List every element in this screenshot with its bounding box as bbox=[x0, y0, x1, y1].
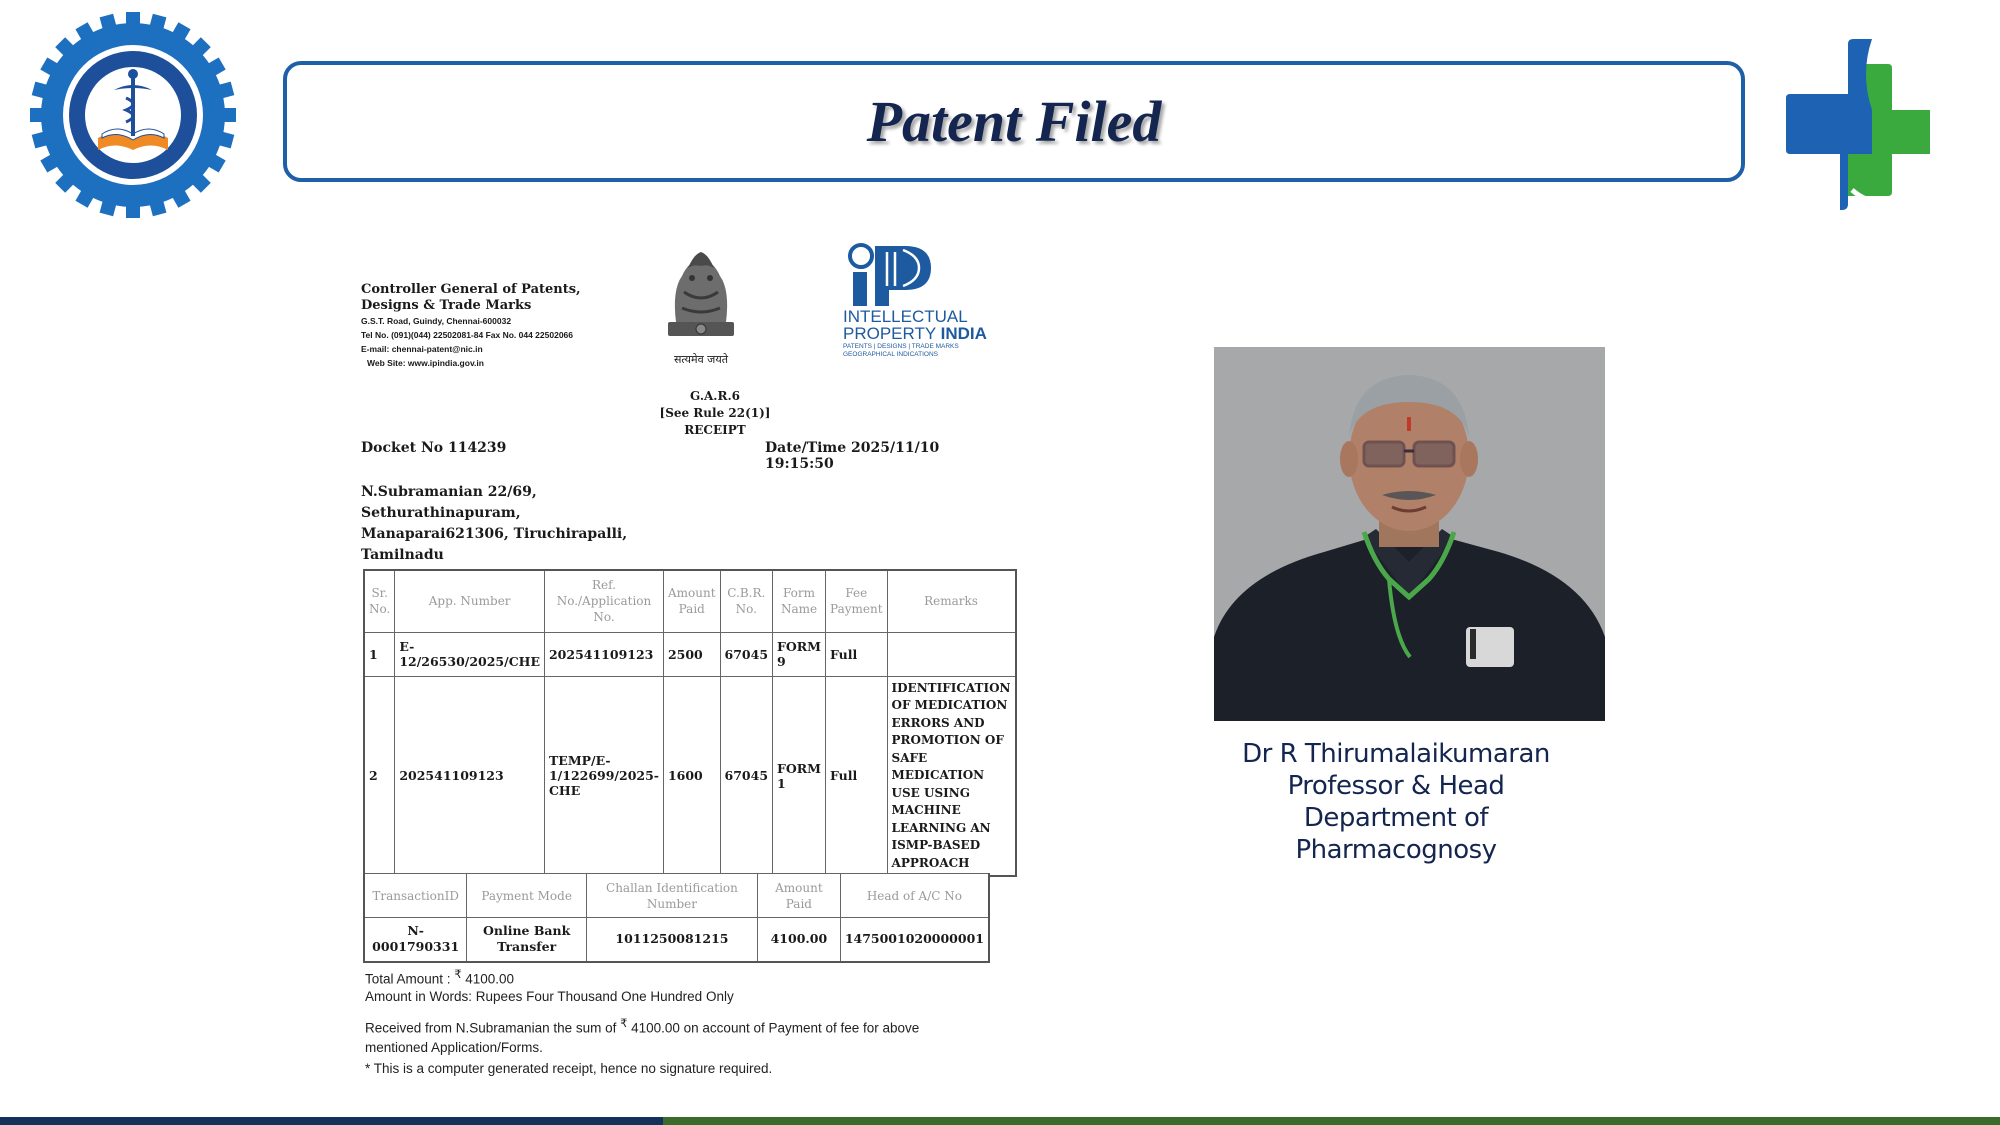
cell-remarks bbox=[887, 632, 1015, 676]
ip-logo-line1: INTELLECTUAL bbox=[843, 307, 968, 326]
received-statement bbox=[365, 1015, 985, 1057]
cell-amount: 1600 bbox=[663, 676, 720, 876]
docket-number: Docket No 114239 bbox=[361, 440, 507, 456]
table-row bbox=[364, 676, 1016, 876]
table-header-row bbox=[364, 570, 1016, 632]
rupee-icon: ₹ bbox=[454, 969, 462, 981]
cell-form: FORM 1 bbox=[773, 676, 826, 876]
national-emblem-icon bbox=[658, 242, 744, 350]
receipt-form-heading bbox=[655, 388, 775, 439]
applicant-line-3: Manaparai621306, Tiruchirapalli, bbox=[361, 526, 628, 542]
col-header-form: Form Name bbox=[773, 570, 826, 632]
received-suffix: on account of Payment of fee for above mentioned Application/Forms. bbox=[365, 1020, 920, 1055]
rupee-icon: ₹ bbox=[620, 1018, 628, 1030]
ip-monogram-icon bbox=[843, 242, 933, 306]
cell-amount: 2500 bbox=[663, 632, 720, 676]
emblem-motto: सत्यमेव जयते bbox=[673, 353, 728, 366]
applicant-address bbox=[361, 482, 641, 566]
table-row bbox=[364, 918, 989, 962]
col-header-transaction-id: TransactionID bbox=[364, 874, 467, 918]
total-value: 4100.00 bbox=[465, 971, 515, 987]
ip-logo-property: PROPERTY bbox=[843, 324, 941, 343]
col-header-amount: Amount Paid bbox=[663, 570, 720, 632]
form-rule: [See Rule 22(1)] bbox=[659, 406, 771, 420]
cell-app-number: E-12/26530/2025/CHE bbox=[395, 632, 545, 676]
application-fee-table bbox=[363, 569, 1017, 877]
applicant-line-2: Sethurathinapuram, bbox=[361, 505, 521, 521]
slide-title: Patent Filed bbox=[866, 89, 1162, 154]
cell-payment-mode: Online Bank Transfer bbox=[467, 918, 587, 962]
col-header-fee: Fee Payment bbox=[826, 570, 888, 632]
issuer-tel: Tel No. (091)(044) 22502081-84 Fax No. 044 22502066 bbox=[361, 330, 574, 340]
cell-cbr: 67045 bbox=[720, 632, 773, 676]
cell-remarks: IDENTIFICATION OF MEDICATION ERRORS AND PROMOTION OF SAFE MEDICATION USE USING MACHINE LEARNING AN ISMP-BASED APPROACH bbox=[887, 676, 1015, 876]
cell-sr: 1 bbox=[364, 632, 395, 676]
col-header-remarks: Remarks bbox=[887, 570, 1015, 632]
cell-form: FORM 9 bbox=[773, 632, 826, 676]
form-code: G.A.R.6 bbox=[690, 389, 740, 403]
cell-ref-number: 202541109123 bbox=[544, 632, 663, 676]
total-amount bbox=[365, 966, 514, 989]
receipt-footnote: * This is a computer generated receipt, hence no signature required. bbox=[365, 1061, 773, 1076]
received-amount: 4100.00 bbox=[631, 1020, 680, 1036]
cell-head-ac: 1475001020000001 bbox=[840, 918, 989, 962]
cell-transaction-id: N-0001790331 bbox=[364, 918, 467, 962]
intellectual-property-india-logo bbox=[843, 242, 988, 358]
person-name: Dr R Thirumalaikumaran bbox=[1242, 739, 1550, 769]
issuer-name: Controller General of Patents, Designs & Trade Marks bbox=[361, 282, 581, 313]
col-header-sr: Sr. No. bbox=[364, 570, 395, 632]
medical-cross-logo-icon bbox=[1780, 14, 1960, 219]
ip-logo-line2 bbox=[843, 325, 987, 342]
cell-app-number: 202541109123 bbox=[395, 676, 545, 876]
cell-sr: 2 bbox=[364, 676, 395, 876]
col-header-head-ac: Head of A/C No bbox=[840, 874, 989, 918]
ip-logo-line4: GEOGRAPHICAL INDICATIONS bbox=[843, 351, 938, 358]
ip-logo-india: INDIA bbox=[940, 324, 987, 343]
amount-in-words: Amount in Words: Rupees Four Thousand One Hundred Only bbox=[365, 989, 734, 1004]
issuer-email: E-mail: chennai-patent@nic.in bbox=[361, 344, 483, 354]
payment-details-table bbox=[363, 873, 990, 963]
cell-challan: 1011250081215 bbox=[586, 918, 757, 962]
ip-logo-line3: PATENTS | DESIGNS | TRADE MARKS bbox=[843, 343, 959, 350]
col-header-ref-number: Ref. No./Application No. bbox=[544, 570, 663, 632]
slide-title-box bbox=[283, 61, 1745, 182]
cell-fee: Full bbox=[826, 676, 888, 876]
footer-bar-navy bbox=[0, 1117, 663, 1125]
issuer-website: Web Site: www.ipindia.gov.in bbox=[367, 358, 484, 368]
issuer-address: G.S.T. Road, Guindy, Chennai-600032 bbox=[361, 316, 512, 326]
portrait-illustration-icon bbox=[1214, 347, 1605, 721]
col-header-cbr: C.B.R. No. bbox=[720, 570, 773, 632]
cell-ref-number: TEMP/E-1/122699/2025-CHE bbox=[544, 676, 663, 876]
col-header-payment-mode: Payment Mode bbox=[467, 874, 587, 918]
received-prefix: Received from N.Subramanian the sum of bbox=[365, 1020, 617, 1036]
institute-logo-icon bbox=[28, 10, 238, 220]
patent-fee-receipt bbox=[355, 238, 1011, 1088]
col-header-app-number: App. Number bbox=[395, 570, 545, 632]
cell-cbr: 67045 bbox=[720, 676, 773, 876]
total-label: Total Amount : bbox=[365, 971, 451, 987]
receipt-label: RECEIPT bbox=[684, 423, 746, 437]
receipt-issuer bbox=[361, 282, 631, 370]
cell-amount-paid: 4100.00 bbox=[757, 918, 840, 962]
footer-bar-green bbox=[663, 1117, 2000, 1125]
table-row bbox=[364, 632, 1016, 676]
person-department-line-2: Pharmacognosy bbox=[1295, 835, 1497, 865]
receipt-datetime: Date/Time 2025/11/10 19:15:50 bbox=[765, 440, 940, 472]
applicant-line-1: N.Subramanian 22/69, bbox=[361, 484, 537, 500]
col-header-amount-paid: Amount Paid bbox=[757, 874, 840, 918]
professor-portrait-photo bbox=[1214, 347, 1605, 721]
table-header-row bbox=[364, 874, 989, 918]
person-department-line-1: Department of bbox=[1303, 803, 1489, 833]
applicant-line-4: Tamilnadu bbox=[361, 547, 444, 563]
person-role: Professor & Head bbox=[1287, 771, 1505, 801]
col-header-challan: Challan Identification Number bbox=[586, 874, 757, 918]
cell-fee: Full bbox=[826, 632, 888, 676]
person-caption bbox=[1170, 738, 1622, 866]
